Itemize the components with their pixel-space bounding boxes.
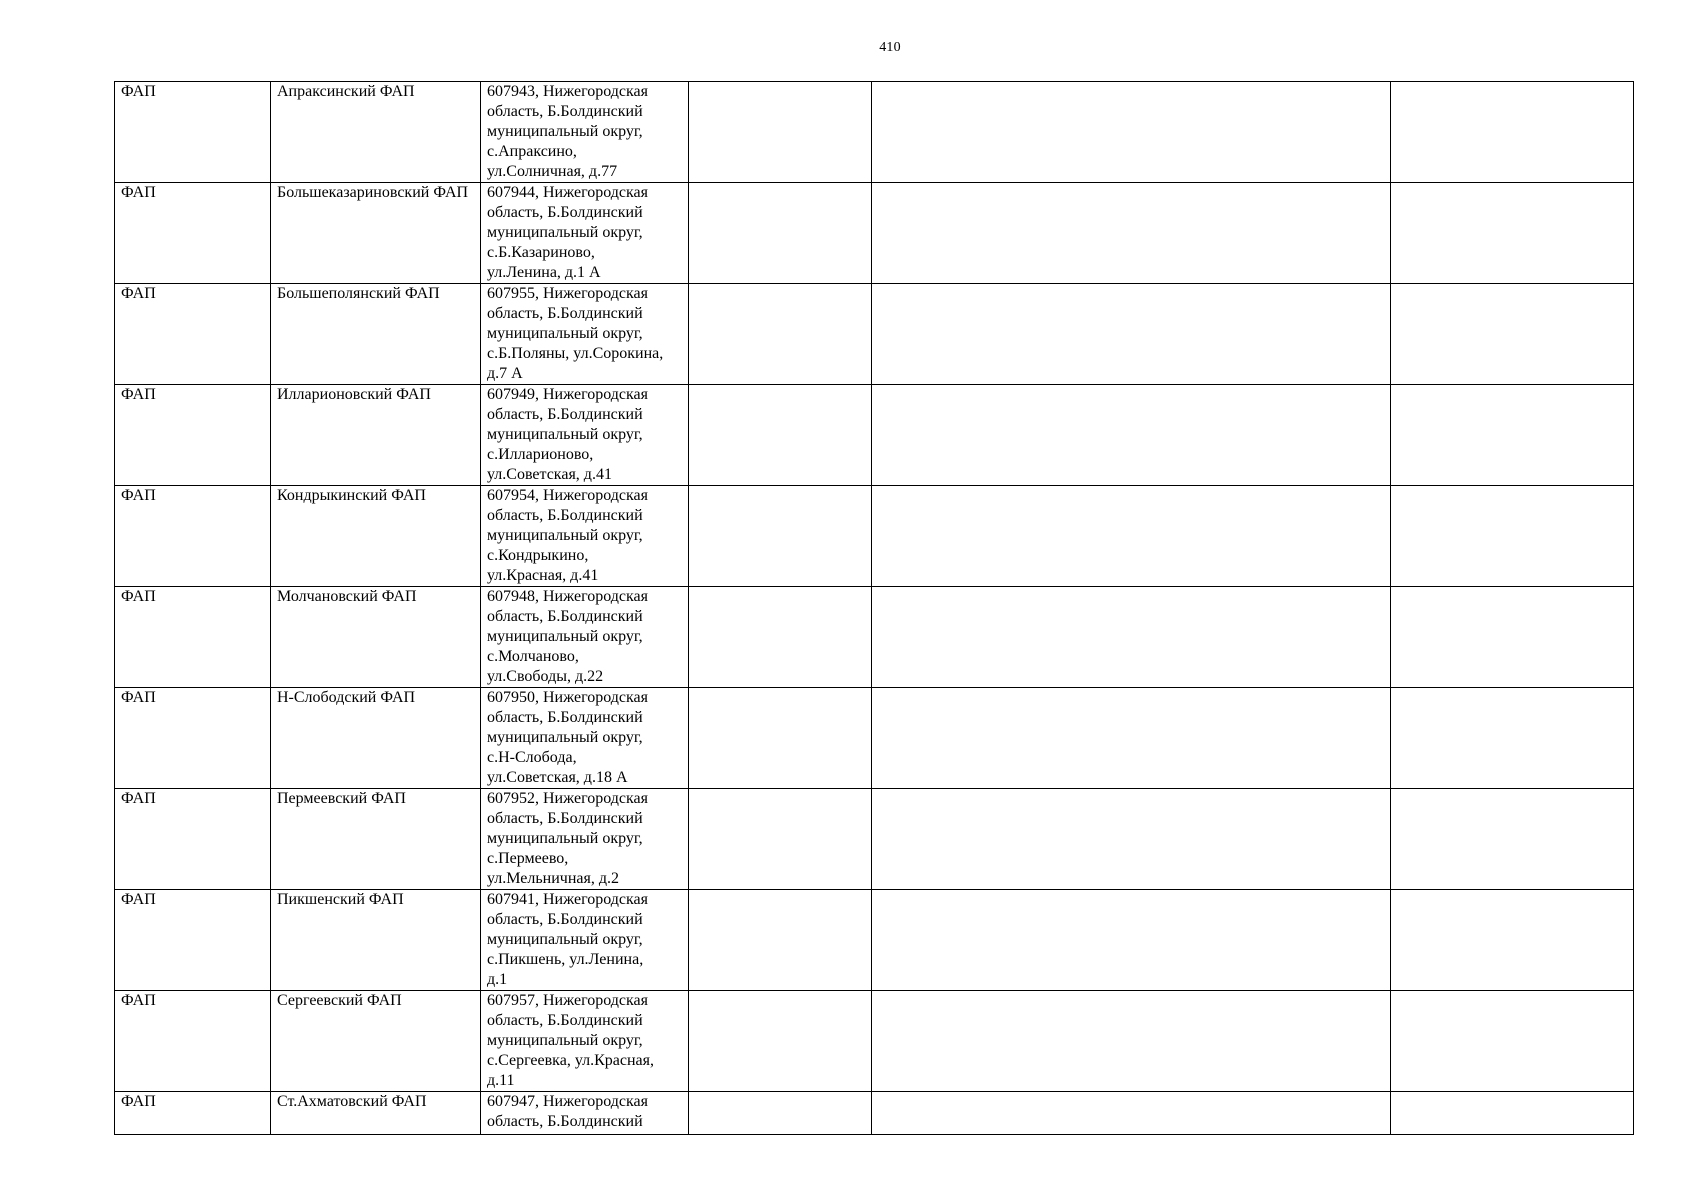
- empty-cell-4: [689, 1092, 872, 1135]
- facility-type-cell: ФАП: [115, 789, 271, 890]
- address-line: область, Б.Болдинский: [487, 911, 643, 928]
- address-line: с.Б.Поляны, ул.Сорокина,: [487, 345, 664, 362]
- address-line: ул.Красная, д.41: [487, 567, 599, 584]
- address-line: 607949, Нижегородская: [487, 386, 648, 403]
- facility-address-cell: [481, 183, 689, 284]
- address-line: 607944, Нижегородская: [487, 184, 648, 201]
- empty-cell-5: [872, 82, 1391, 183]
- address-line: с.Пермеево,: [487, 850, 569, 867]
- address-line: 607957, Нижегородская: [487, 992, 648, 1009]
- empty-cell-5: [872, 991, 1391, 1092]
- facility-type-cell: ФАП: [115, 486, 271, 587]
- address-line: 607954, Нижегородская: [487, 487, 648, 504]
- facility-name-cell: Молчановский ФАП: [271, 587, 481, 688]
- table-row: [115, 587, 1634, 688]
- facility-type-cell: ФАП: [115, 991, 271, 1092]
- empty-cell-5: [872, 486, 1391, 587]
- address-line: область, Б.Болдинский: [487, 406, 643, 423]
- facility-name-cell: Большеказариновский ФАП: [271, 183, 481, 284]
- address-line: 607952, Нижегородская: [487, 790, 648, 807]
- facilities-table: [114, 81, 1634, 1135]
- facility-name-cell: Кондрыкинский ФАП: [271, 486, 481, 587]
- facility-type-cell: ФАП: [115, 688, 271, 789]
- address-line: с.Апраксино,: [487, 143, 577, 160]
- facility-name-cell: Н-Слободский ФАП: [271, 688, 481, 789]
- empty-cell-5: [872, 587, 1391, 688]
- facility-address-cell: [481, 82, 689, 183]
- empty-cell-5: [872, 688, 1391, 789]
- address-line: муниципальный округ,: [487, 1032, 643, 1049]
- empty-cell-4: [689, 284, 872, 385]
- address-line: область, Б.Болдинский: [487, 1113, 643, 1130]
- facility-address-cell: [481, 688, 689, 789]
- facility-address-cell: [481, 890, 689, 991]
- empty-cell-6: [1391, 183, 1634, 284]
- empty-cell-5: [872, 183, 1391, 284]
- empty-cell-4: [689, 688, 872, 789]
- address-line: область, Б.Болдинский: [487, 608, 643, 625]
- empty-cell-5: [872, 890, 1391, 991]
- empty-cell-6: [1391, 789, 1634, 890]
- empty-cell-6: [1391, 688, 1634, 789]
- address-line: область, Б.Болдинский: [487, 507, 643, 524]
- facility-type-cell: ФАП: [115, 1092, 271, 1135]
- empty-cell-4: [689, 991, 872, 1092]
- address-line: область, Б.Болдинский: [487, 305, 643, 322]
- address-line: 607947, Нижегородская: [487, 1093, 648, 1110]
- empty-cell-5: [872, 385, 1391, 486]
- empty-cell-6: [1391, 991, 1634, 1092]
- table-row: [115, 486, 1634, 587]
- address-line: с.Молчаново,: [487, 648, 579, 665]
- facility-type-cell: ФАП: [115, 587, 271, 688]
- empty-cell-6: [1391, 890, 1634, 991]
- empty-cell-5: [872, 789, 1391, 890]
- facility-address-cell: [481, 486, 689, 587]
- address-line: ул.Солничная, д.77: [487, 163, 618, 180]
- address-line: 607955, Нижегородская: [487, 285, 648, 302]
- address-line: область, Б.Болдинский: [487, 103, 643, 120]
- address-line: с.Сергеевка, ул.Красная,: [487, 1052, 654, 1069]
- empty-cell-4: [689, 385, 872, 486]
- empty-cell-4: [689, 82, 872, 183]
- table-row: [115, 1092, 1634, 1135]
- address-line: муниципальный округ,: [487, 830, 643, 847]
- facility-name-cell: Пермеевский ФАП: [271, 789, 481, 890]
- table-row: [115, 789, 1634, 890]
- address-line: 607950, Нижегородская: [487, 689, 648, 706]
- address-line: муниципальный округ,: [487, 325, 643, 342]
- address-line: ул.Ленина, д.1 А: [487, 264, 601, 281]
- address-line: д.1: [487, 971, 508, 988]
- facility-address-cell: [481, 385, 689, 486]
- page-number: 410: [879, 40, 901, 55]
- empty-cell-6: [1391, 1092, 1634, 1135]
- address-line: область, Б.Болдинский: [487, 204, 643, 221]
- table-row: [115, 385, 1634, 486]
- facility-type-cell: ФАП: [115, 890, 271, 991]
- empty-cell-4: [689, 890, 872, 991]
- address-line: д.7 А: [487, 365, 523, 382]
- facility-address-cell: [481, 1092, 689, 1135]
- table-row: [115, 82, 1634, 183]
- empty-cell-5: [872, 1092, 1391, 1135]
- facility-type-cell: ФАП: [115, 82, 271, 183]
- table-row: [115, 688, 1634, 789]
- address-line: муниципальный округ,: [487, 224, 643, 241]
- address-line: муниципальный округ,: [487, 527, 643, 544]
- address-line: 607948, Нижегородская: [487, 588, 648, 605]
- empty-cell-6: [1391, 82, 1634, 183]
- facility-address-cell: [481, 284, 689, 385]
- address-line: муниципальный округ,: [487, 123, 643, 140]
- facility-address-cell: [481, 991, 689, 1092]
- address-line: ул.Мельничная, д.2: [487, 870, 620, 887]
- facility-type-cell: ФАП: [115, 183, 271, 284]
- address-line: с.Б.Казариново,: [487, 244, 595, 261]
- empty-cell-4: [689, 587, 872, 688]
- table-row: [115, 183, 1634, 284]
- facility-type-cell: ФАП: [115, 284, 271, 385]
- empty-cell-6: [1391, 587, 1634, 688]
- address-line: ул.Советская, д.18 А: [487, 769, 628, 786]
- empty-cell-4: [689, 183, 872, 284]
- empty-cell-6: [1391, 385, 1634, 486]
- address-line: муниципальный округ,: [487, 628, 643, 645]
- empty-cell-4: [689, 789, 872, 890]
- address-line: 607941, Нижегородская: [487, 891, 648, 908]
- address-line: область, Б.Болдинский: [487, 810, 643, 827]
- facility-name-cell: Ст.Ахматовский ФАП: [271, 1092, 481, 1135]
- address-line: муниципальный округ,: [487, 931, 643, 948]
- address-line: 607943, Нижегородская: [487, 83, 648, 100]
- facility-name-cell: Большеполянский ФАП: [271, 284, 481, 385]
- table-row: [115, 991, 1634, 1092]
- facility-address-cell: [481, 789, 689, 890]
- empty-cell-6: [1391, 486, 1634, 587]
- table-row: [115, 890, 1634, 991]
- address-line: ул.Советская, д.41: [487, 466, 612, 483]
- address-line: область, Б.Болдинский: [487, 1012, 643, 1029]
- address-line: муниципальный округ,: [487, 729, 643, 746]
- facility-address-cell: [481, 587, 689, 688]
- address-line: область, Б.Болдинский: [487, 709, 643, 726]
- address-line: с.Илларионово,: [487, 446, 594, 463]
- facility-name-cell: Апраксинский ФАП: [271, 82, 481, 183]
- facility-name-cell: Сергеевский ФАП: [271, 991, 481, 1092]
- address-line: с.Н-Слобода,: [487, 749, 577, 766]
- address-line: с.Кондрыкино,: [487, 547, 589, 564]
- address-line: муниципальный округ,: [487, 426, 643, 443]
- empty-cell-5: [872, 284, 1391, 385]
- empty-cell-4: [689, 486, 872, 587]
- facility-name-cell: Пикшенский ФАП: [271, 890, 481, 991]
- facility-name-cell: Илларионовский ФАП: [271, 385, 481, 486]
- facility-type-cell: ФАП: [115, 385, 271, 486]
- table-row: [115, 284, 1634, 385]
- address-line: с.Пикшень, ул.Ленина,: [487, 951, 644, 968]
- empty-cell-6: [1391, 284, 1634, 385]
- address-line: д.11: [487, 1072, 515, 1089]
- address-line: ул.Свободы, д.22: [487, 668, 604, 685]
